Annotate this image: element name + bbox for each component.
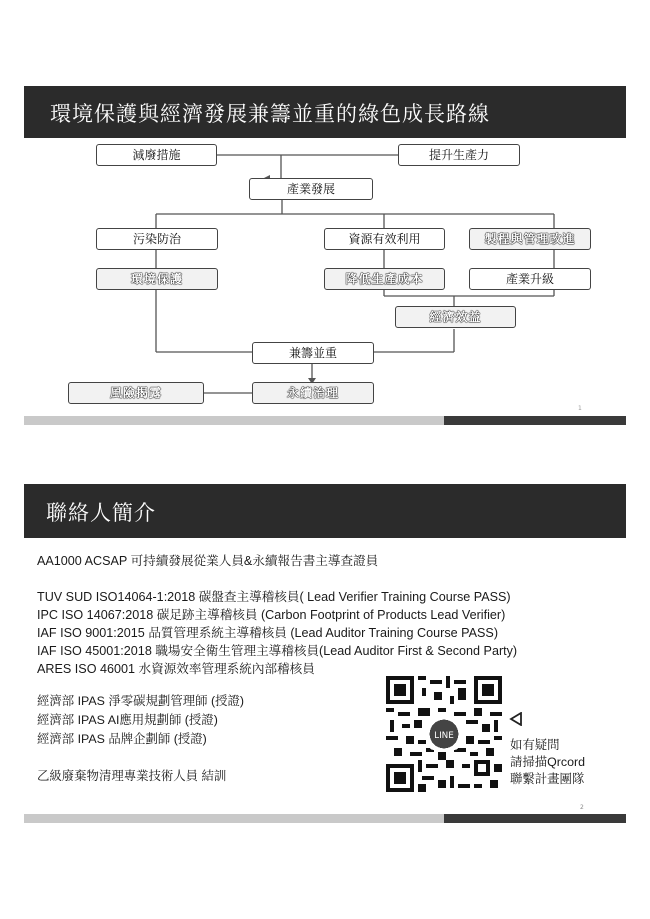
credential-line: ARES ISO 46001 水資源效率管理系統內部稽核員 (37, 662, 315, 676)
box-process-management (469, 228, 591, 250)
slide-contact-profile (24, 484, 626, 828)
qr-caption-line: 請掃描Qrcord (510, 755, 586, 769)
credential-line: IAF ISO 45001:2018 職場安全衛生管理主導稽核員(Lead Auditor First & Second Party) (37, 644, 518, 658)
qr-caption (510, 737, 585, 788)
cert-line: 經濟部 IPAS 淨零碳規劃管理師 (授證) (37, 694, 244, 708)
page-number: 2 (580, 804, 584, 811)
box-reduce-cost (324, 268, 445, 290)
box-label: 減廢措施 (132, 148, 181, 162)
box-economic-benefit (395, 306, 516, 328)
slide-title-bar (24, 484, 626, 538)
box-label: 永續治理 (286, 386, 339, 400)
slide-title: 聯絡人簡介 (46, 501, 156, 525)
footer-dark-segment (444, 814, 626, 823)
box-improve-productivity (398, 144, 520, 166)
footer-dark-segment (444, 416, 626, 425)
box-label: 產業升級 (505, 272, 554, 286)
box-industry-development (249, 178, 373, 200)
flow-connectors (24, 86, 626, 416)
credential-line: IAF ISO 9001:2015 品質管理系統主導稽核員 (Lead Auditor Training Course PASS) (37, 626, 499, 640)
box-label: 經濟效益 (429, 310, 482, 324)
box-resource-efficiency (324, 228, 445, 250)
box-label: 資源有效利用 (348, 232, 421, 246)
qr-caption-line: 如有疑問 (510, 738, 560, 752)
box-environmental-protection (96, 268, 218, 290)
box-label: 污染防治 (132, 232, 181, 246)
qr-code-icon[interactable] (386, 676, 502, 792)
page-number: 1 (578, 405, 582, 412)
cert-line: 經濟部 IPAS 品牌企劃師 (授證) (37, 732, 207, 746)
box-pollution-control (96, 228, 218, 250)
box-risk-disclosure (68, 382, 204, 404)
pointer-left-icon (509, 712, 523, 730)
box-label: 兼籌並重 (288, 346, 337, 360)
box-sustainable-governance (252, 382, 374, 404)
box-label: 風險揭露 (109, 386, 162, 400)
box-label: 環境保護 (130, 272, 183, 286)
credential-line: AA1000 ACSAP 可持續發展從業人員&永續報告書主導查證員 (37, 554, 379, 568)
box-label: 降低生產成本 (345, 272, 424, 286)
line-badge-label: LINE (434, 731, 454, 741)
footer-light-segment (24, 814, 444, 823)
box-reduce-waste (96, 144, 217, 166)
box-label: 產業發展 (286, 182, 335, 196)
box-label: 製程與管理改進 (484, 232, 576, 246)
slide-footer-bar (24, 814, 626, 823)
waste-tech-line: 乙級廢棄物清理專業技術人員 結訓 (37, 769, 227, 783)
qr-caption-line: 聯繫計畫團隊 (510, 772, 585, 786)
footer-light-segment (24, 416, 444, 425)
box-label: 提升生產力 (428, 148, 489, 162)
credential-line: IPC ISO 14067:2018 碳足跡主導稽核員 (Carbon Footprint of Products Lead Verifier) (37, 608, 506, 622)
box-industry-upgrade (469, 268, 591, 290)
slide-title: 環境保護與經濟發展兼籌並重的綠色成長路線 (50, 102, 490, 126)
box-balance (252, 342, 374, 364)
credential-line: TUV SUD ISO14064-1:2018 碳盤查主導稽核員( Lead Verifier Training Course PASS) (37, 590, 511, 604)
slide-footer-bar (24, 416, 626, 425)
slide-green-growth (24, 86, 626, 428)
cert-line: 經濟部 IPAS AI應用規劃師 (授證) (37, 713, 218, 727)
